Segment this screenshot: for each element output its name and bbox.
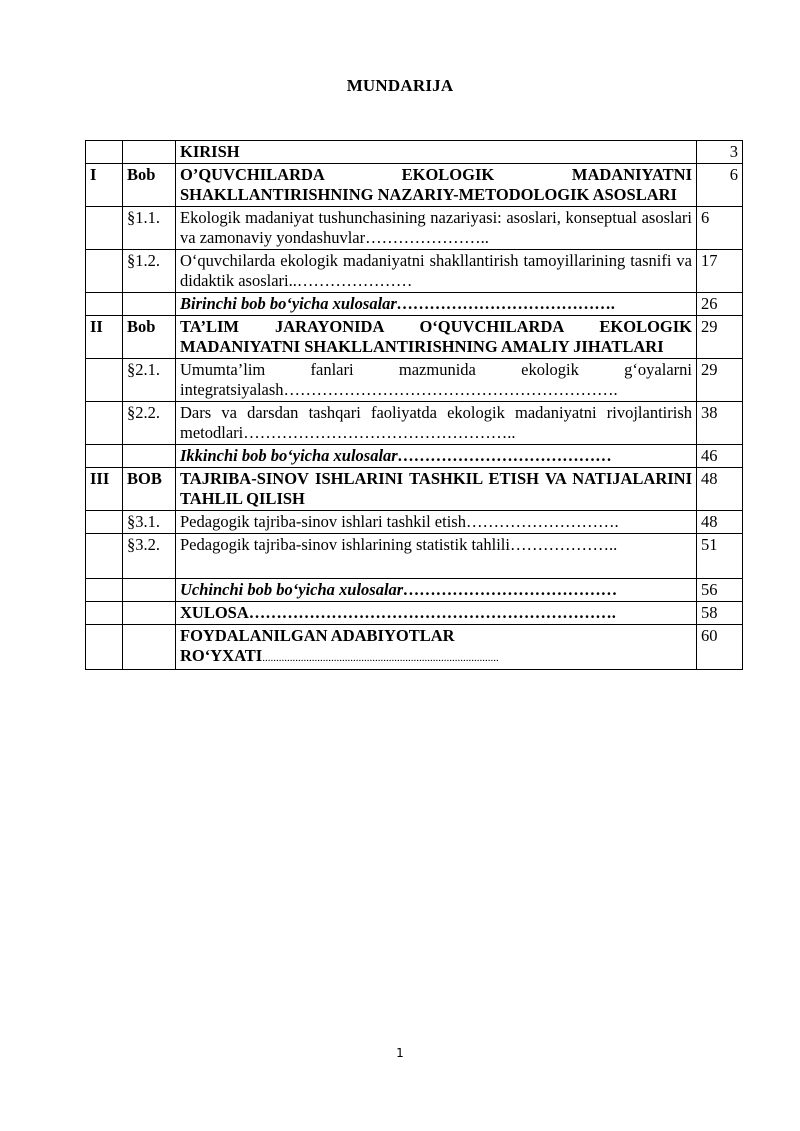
chapter-number: I (86, 164, 123, 207)
chapter-number (86, 293, 123, 316)
toc-entry-text: XULOSA…………………………………………………………. (176, 602, 697, 625)
toc-row-xulosa (86, 602, 743, 625)
toc-page-number: 26 (697, 293, 743, 316)
chapter-number: III (86, 468, 123, 511)
section-label: Bob (123, 316, 176, 359)
toc-page-number: 29 (697, 316, 743, 359)
toc-entry-text: Pedagogik tajriba-sinov ishlari tashkil etish………………………. (176, 511, 697, 534)
toc-entry-text: Ikkinchi bob bo‘yicha xulosalar………………………………… (176, 445, 697, 468)
chapter-number (86, 207, 123, 250)
section-label: §3.2. (123, 534, 176, 579)
document-title: MUNDARIJA (346, 76, 454, 95)
toc-page-number: 38 (697, 402, 743, 445)
toc-row-section-2-2 (86, 402, 743, 445)
table-of-contents (85, 140, 743, 670)
section-label (123, 625, 176, 670)
chapter-number (86, 359, 123, 402)
toc-entry-text: FOYDALANILGAN ADABIYOTLAR RO‘YXATI (180, 626, 455, 665)
toc-page-number: 29 (697, 359, 743, 402)
chapter-number (86, 625, 123, 670)
toc-page-number: 46 (697, 445, 743, 468)
toc-entry-text: Birinchi bob bo‘yicha xulosalar…………………………………. (176, 293, 697, 316)
toc-entry-text: TAJRIBA-SINOV ISHLARINI TASHKIL ETISH VA NATIJALARINI TAHLIL QILISH (176, 468, 697, 511)
toc-row-references (86, 625, 743, 670)
section-label: §3.1. (123, 511, 176, 534)
toc-row-section-1-2 (86, 250, 743, 293)
chapter-number (86, 402, 123, 445)
chapter-number (86, 445, 123, 468)
toc-row-chapter-1 (86, 164, 743, 207)
section-label (123, 579, 176, 602)
chapter-number (86, 141, 123, 164)
toc-entry-cell (176, 625, 697, 670)
section-label: §2.1. (123, 359, 176, 402)
toc-entry-text: O’QUVCHILARDA EKOLOGIK MADANIYATNI SHAKLLANTIRISHNING NAZARIY-METODOLOGIK ASOSLARI (176, 164, 697, 207)
chapter-number (86, 511, 123, 534)
toc-page-number: 56 (697, 579, 743, 602)
chapter-number: II (86, 316, 123, 359)
chapter-number (86, 250, 123, 293)
toc-page-number: 51 (697, 534, 743, 579)
section-label (123, 293, 176, 316)
chapter-number (86, 602, 123, 625)
chapter-number (86, 534, 123, 579)
toc-row-section-3-2 (86, 534, 743, 579)
section-label: BOB (123, 468, 176, 511)
toc-entry-text: TA’LIM JARAYONIDA O‘QUVCHILARDA EKOLOGIK MADANIYATNI SHAKLLANTIRISHNING AMALIY JIHATLARI (176, 316, 697, 359)
leader-dots: ...................................................................................... (262, 652, 499, 664)
chapter-number (86, 579, 123, 602)
toc-row-chapter-2-summary (86, 445, 743, 468)
section-label (123, 445, 176, 468)
toc-page-number: 17 (697, 250, 743, 293)
toc-row-chapter-3 (86, 468, 743, 511)
section-label: §1.2. (123, 250, 176, 293)
toc-entry-text: Pedagogik tajriba-sinov ishlarining statistik tahlili……………….. (176, 534, 697, 579)
section-label: Bob (123, 164, 176, 207)
toc-entry-text: KIRISH (176, 141, 697, 164)
toc-row-section-2-1 (86, 359, 743, 402)
toc-row-section-1-1 (86, 207, 743, 250)
toc-entry-text: O‘quvchilarda ekologik madaniyatni shakllantirish tamoyillarining tasnifi va didaktik asoslari..………………… (176, 250, 697, 293)
toc-entry-text: Umumta’lim fanlari mazmunida ekologik g‘oyalarni integratsiyalash……………………………………………………. (176, 359, 697, 402)
toc-page-number: 58 (697, 602, 743, 625)
section-label (123, 602, 176, 625)
toc-page-number: 6 (697, 207, 743, 250)
toc-page-number: 48 (697, 468, 743, 511)
toc-entry-text: Ekologik madaniyat tushunchasining nazariyasi: asoslari, konseptual asoslari va zamonaviy yondashuvlar………………….. (176, 207, 697, 250)
section-label (123, 141, 176, 164)
page-number: 1 (396, 1046, 404, 1060)
section-label: §2.2. (123, 402, 176, 445)
toc-page-number: 60 (697, 625, 743, 670)
toc-page-number: 48 (697, 511, 743, 534)
toc-entry-text: Dars va darsdan tashqari faoliyatda ekologik madaniyatni rivojlantirish metodlari………………………………………….. (176, 402, 697, 445)
toc-page-number: 6 (697, 164, 743, 207)
toc-row-chapter-3-summary (86, 579, 743, 602)
toc-page-number: 3 (697, 141, 743, 164)
toc-row-chapter-1-summary (86, 293, 743, 316)
section-label: §1.1. (123, 207, 176, 250)
toc-row-section-3-1 (86, 511, 743, 534)
toc-row-chapter-2 (86, 316, 743, 359)
toc-entry-text: Uchinchi bob bo‘yicha xulosalar………………………………… (176, 579, 697, 602)
toc-row-kirish (86, 141, 743, 164)
